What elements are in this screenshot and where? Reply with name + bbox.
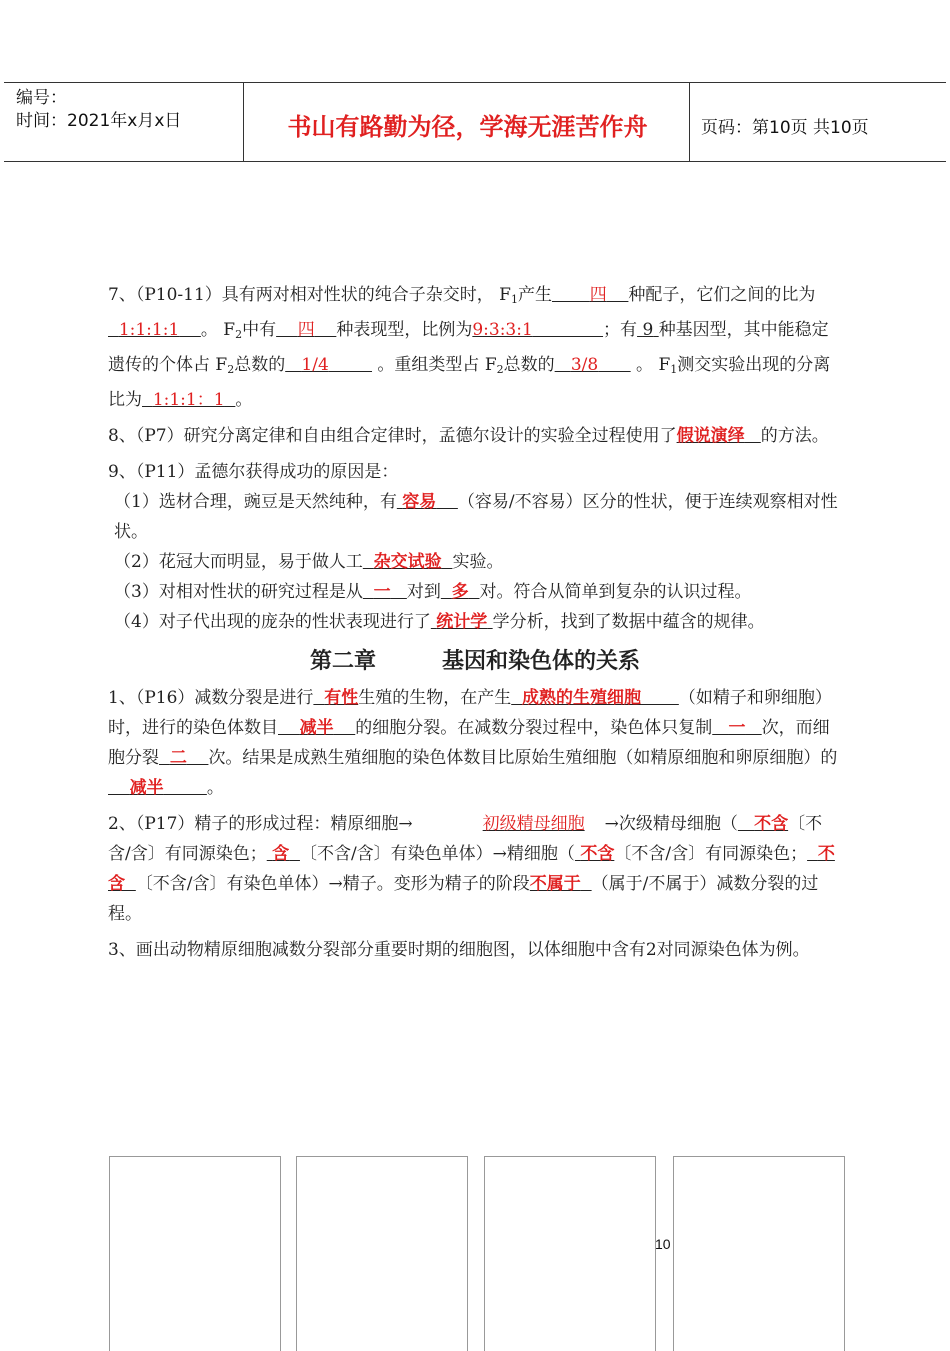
subscript: 2 bbox=[235, 328, 243, 341]
text: 生殖的生物，在产生 bbox=[358, 688, 512, 708]
text: 。 F bbox=[630, 355, 671, 375]
time-label: 时间：2021年x月x日 bbox=[16, 111, 182, 131]
header-info bbox=[16, 87, 181, 133]
answer: 四 bbox=[297, 320, 315, 340]
text: 〔不含/含〕有同源染色； bbox=[108, 814, 823, 864]
answer: 杂交试验 bbox=[373, 552, 442, 572]
drawing-area bbox=[0, 1156, 950, 1350]
number-label: 编号： bbox=[16, 88, 67, 108]
text: 的方法。 bbox=[760, 426, 829, 446]
subscript: 2 bbox=[496, 363, 504, 376]
header-divider bbox=[689, 83, 690, 161]
question-7 bbox=[108, 280, 842, 415]
text: 。 bbox=[206, 778, 224, 798]
chapter2-question-2 bbox=[108, 809, 842, 929]
text: 〔不含/含〕有染色单体）→精子。变形为精子的阶段 bbox=[135, 874, 530, 894]
text: 。 bbox=[235, 390, 253, 410]
subscript: 1 bbox=[670, 363, 678, 376]
text: 总数的 bbox=[503, 355, 555, 375]
text: 对到 bbox=[406, 582, 441, 602]
text: 8、（P7）研究分离定律和自由组合定律时，孟德尔设计的实验全过程使用了 bbox=[108, 426, 677, 446]
answer: 9 bbox=[642, 320, 654, 340]
text: 中有 bbox=[242, 320, 277, 340]
answer: 有性 bbox=[324, 688, 359, 708]
drawing-box[interactable] bbox=[109, 1156, 281, 1351]
text: 7、（P10-11）具有两对相对性状的纯合子杂交时， F bbox=[108, 285, 511, 305]
header-motto: 书山有路勤为径，学海无涯苦作舟 bbox=[287, 113, 648, 141]
text: →次级精母细胞（ bbox=[604, 814, 738, 834]
text: 〔不含/含〕有染色单体）→精细胞（ bbox=[299, 844, 575, 864]
answer: 不属于 bbox=[529, 874, 581, 894]
text: 测交实验出现的分离比为 bbox=[108, 355, 831, 410]
question-9-item-2 bbox=[108, 547, 842, 577]
text: 实验。 bbox=[452, 552, 504, 572]
answer: 初级精母细胞 bbox=[482, 814, 585, 834]
answer: 9:3:3:1 bbox=[472, 320, 533, 340]
question-9-item-4 bbox=[108, 607, 842, 637]
page-number: 10 bbox=[655, 1236, 671, 1252]
answer: 不含 bbox=[108, 844, 835, 894]
answer: 3/8 bbox=[570, 355, 599, 375]
answer: 成熟的生殖细胞 bbox=[522, 688, 642, 708]
answer: 容易 bbox=[402, 492, 437, 512]
question-9-title: 9、（P11）孟德尔获得成功的原因是： bbox=[108, 462, 399, 482]
answer: 减半 bbox=[299, 718, 334, 738]
answer: 含 bbox=[272, 844, 290, 864]
text: 2、（P17）精子的形成过程：精原细胞→ bbox=[108, 814, 413, 834]
question-9-item-3 bbox=[108, 577, 842, 607]
answer: 减半 bbox=[129, 778, 164, 798]
chapter-number: 第二章 bbox=[309, 649, 376, 674]
page-label: 页码：第10页 共10页 bbox=[701, 118, 869, 138]
text: （容易/不容易）区分的性状，便于连续观察相对性状。 bbox=[114, 492, 838, 542]
subscript: 1 bbox=[510, 293, 518, 306]
answer: 一 bbox=[373, 582, 391, 602]
chapter2-question-3: 3、画出动物精原细胞减数分裂部分重要时期的细胞图，以体细胞中含有2对同源染色体为例。 bbox=[108, 940, 810, 960]
answer: 不含 bbox=[754, 814, 789, 834]
answer: 四 bbox=[589, 285, 607, 305]
text: （如精子和卵细胞）时，进行的染色体数目 bbox=[108, 688, 832, 738]
answer: 二 bbox=[169, 748, 187, 768]
subscript: 2 bbox=[227, 363, 235, 376]
text: （2）花冠大而明显，易于做人工 bbox=[114, 552, 363, 572]
text: 总数的 bbox=[234, 355, 286, 375]
chapter-heading bbox=[108, 647, 842, 677]
drawing-box[interactable] bbox=[296, 1156, 468, 1351]
text: 的细胞分裂。在减数分裂过程中，染色体只复制 bbox=[355, 718, 713, 738]
question-9-item-1 bbox=[108, 487, 842, 547]
text: 〔不含/含〕有同源染色； bbox=[614, 844, 808, 864]
text: 学分析，找到了数据中蕴含的规律。 bbox=[492, 612, 765, 632]
answer: 一 bbox=[728, 718, 746, 738]
text: 。重组类型占 F bbox=[372, 355, 497, 375]
text: 。 F bbox=[200, 320, 236, 340]
text: 种表现型，比例为 bbox=[336, 320, 473, 340]
text: 次，而细胞分裂 bbox=[108, 718, 830, 768]
answer: 多 bbox=[451, 582, 469, 602]
chapter-title: 基因和染色体的关系 bbox=[442, 649, 641, 674]
answer: 假说演绎 bbox=[676, 426, 745, 446]
answer: 1/4 bbox=[301, 355, 329, 375]
answer: 统计学 bbox=[436, 612, 488, 632]
document-body bbox=[108, 280, 842, 965]
answer: 不含 bbox=[580, 844, 615, 864]
answer: 1:1:1：1 bbox=[152, 390, 225, 410]
chapter2-question-1 bbox=[108, 683, 842, 803]
text: （属于/不属于）减数分裂的过程。 bbox=[108, 874, 819, 924]
text: 1、（P16）减数分裂是进行 bbox=[108, 688, 314, 708]
question-8 bbox=[108, 421, 842, 451]
text: 种配子，它们之间的比为 bbox=[628, 285, 816, 305]
drawing-box[interactable] bbox=[484, 1156, 656, 1351]
text: （1）选材合理，豌豆是天然纯种，有 bbox=[114, 492, 397, 512]
text: 产生 bbox=[517, 285, 552, 305]
text: （4）对子代出现的庞杂的性状表现进行了 bbox=[114, 612, 431, 632]
answer: 1:1:1:1 bbox=[118, 320, 180, 340]
text: （3）对相对性状的研究过程是从 bbox=[114, 582, 363, 602]
text: 次。结果是成熟生殖细胞的染色体数目比原始生殖细胞（如精原细胞和卵原细胞）的 bbox=[208, 748, 838, 768]
text: 种基因型，其中能稳定遗传的个体占 F bbox=[108, 320, 829, 375]
page-header bbox=[4, 82, 946, 162]
drawing-box[interactable] bbox=[673, 1156, 845, 1351]
text: ；有 bbox=[603, 320, 638, 340]
text: 对。符合从简单到复杂的认识过程。 bbox=[479, 582, 752, 602]
